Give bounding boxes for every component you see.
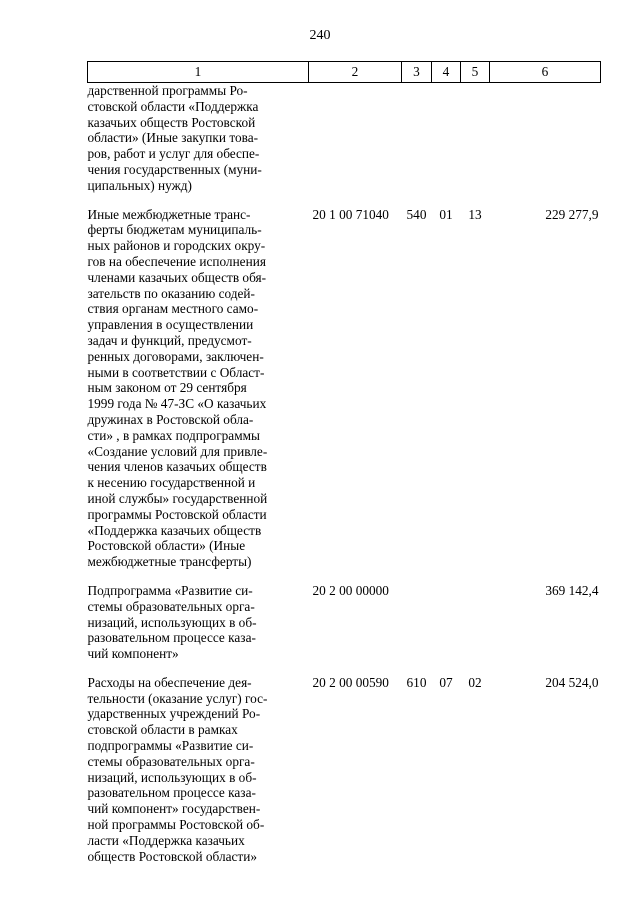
description-line: стемы образовательных орга- bbox=[87, 598, 255, 614]
column-header-6: 6 bbox=[490, 62, 601, 83]
description-line: Подпрограмма «Развитие си- bbox=[87, 582, 253, 598]
description-line: 1999 года № 47-ЗС «О казачьих bbox=[87, 396, 267, 412]
description-line: ударственных учреждений Ро- bbox=[87, 706, 261, 722]
description-line: программы Ростовской области bbox=[87, 506, 267, 522]
description-line: иной службы» государственной bbox=[87, 490, 268, 506]
row-spacer bbox=[88, 570, 601, 583]
description-line: дарственной программы Ро- bbox=[87, 83, 248, 98]
subsection-code: 02 bbox=[468, 674, 482, 690]
description-line: ласти «Поддержка казачьих bbox=[87, 832, 245, 848]
column-header-1: 1 bbox=[88, 62, 309, 83]
description-line: чения государственных (муни- bbox=[87, 161, 262, 177]
subsection-code bbox=[461, 83, 490, 194]
description-line: членами казачьих обществ обя- bbox=[87, 269, 267, 285]
description-line: ными в соответствии с Област- bbox=[87, 364, 265, 380]
description-line: ствия органам местного само- bbox=[87, 301, 259, 317]
description-line: казачьих обществ Ростовской bbox=[87, 114, 256, 130]
section-code: 07 bbox=[439, 674, 453, 690]
description-line: сти» , в рамках подпрограммы bbox=[87, 427, 260, 443]
amount-value: 229 277,9 bbox=[545, 206, 599, 222]
column-header-2: 2 bbox=[309, 62, 402, 83]
column-header-3: 3 bbox=[402, 62, 432, 83]
subsection-code: 13 bbox=[468, 206, 482, 222]
row-spacer bbox=[88, 662, 601, 675]
row-description bbox=[88, 83, 309, 194]
subsection-code bbox=[461, 583, 490, 662]
column-header-4: 4 bbox=[432, 62, 461, 83]
target-article-code bbox=[309, 83, 402, 194]
description-line: «Создание условий для привле- bbox=[87, 443, 268, 459]
description-line: Ростовской области» (Иные bbox=[87, 538, 246, 554]
page-number: 240 bbox=[309, 28, 331, 43]
target-article-code: 20 1 00 71040 bbox=[312, 206, 389, 222]
description-line: управления в осуществлении bbox=[87, 317, 254, 333]
description-line: ным законом от 29 сентября bbox=[87, 380, 247, 396]
description-line: низаций, использующих в об- bbox=[87, 769, 257, 785]
description-line: ферты бюджетам муниципаль- bbox=[87, 222, 262, 238]
description-line: разовательном процессе каза- bbox=[87, 630, 256, 646]
table-row bbox=[88, 675, 601, 865]
description-line: тельности (оказание услуг) гос- bbox=[87, 690, 268, 706]
description-line: стовской области в рамках bbox=[87, 722, 238, 738]
target-article-code: 20 2 00 00590 bbox=[312, 674, 389, 690]
description-line: Иные межбюджетные транс- bbox=[87, 206, 251, 222]
expense-type-code: 610 bbox=[406, 674, 427, 690]
row-description bbox=[88, 675, 309, 865]
description-line: Расходы на обеспечение дея- bbox=[87, 674, 252, 690]
budget-table bbox=[87, 61, 601, 864]
table-row bbox=[88, 83, 601, 194]
amount-value bbox=[490, 83, 601, 194]
section-code bbox=[432, 583, 461, 662]
target-article-code: 20 2 00 00000 bbox=[312, 582, 389, 598]
description-line: стемы образовательных орга- bbox=[87, 753, 255, 769]
table-body bbox=[88, 83, 601, 865]
description-line: области» (Иные закупки това- bbox=[87, 130, 259, 146]
description-line: ципальных) нужд) bbox=[87, 177, 192, 193]
table-row bbox=[88, 207, 601, 570]
description-line: чий компонент» государствен- bbox=[87, 801, 261, 817]
description-line: межбюджетные трансферты) bbox=[87, 554, 252, 570]
section-code: 01 bbox=[439, 206, 453, 222]
table-row bbox=[88, 583, 601, 662]
description-line: чения членов казачьих обществ bbox=[87, 459, 267, 475]
description-line: к несению государственной и bbox=[87, 475, 256, 491]
column-header-5: 5 bbox=[461, 62, 490, 83]
description-line: чий компонент» bbox=[87, 646, 179, 662]
description-line: «Поддержка казачьих обществ bbox=[87, 522, 262, 538]
description-line: обществ Ростовской области» bbox=[87, 848, 258, 864]
description-line: ных районов и городских окру- bbox=[87, 238, 266, 254]
row-description bbox=[88, 583, 309, 662]
description-line: стовской области «Поддержка bbox=[87, 98, 259, 114]
amount-value: 369 142,4 bbox=[545, 582, 599, 598]
description-line: подпрограммы «Развитие си- bbox=[87, 738, 254, 754]
expense-type-code bbox=[402, 583, 432, 662]
description-line: задач и функций, предусмот- bbox=[87, 332, 252, 348]
description-line: ренных договорами, заключен- bbox=[87, 348, 264, 364]
row-description bbox=[88, 207, 309, 570]
description-line: низаций, использующих в об- bbox=[87, 614, 257, 630]
row-spacer bbox=[88, 194, 601, 207]
amount-value: 204 524,0 bbox=[545, 674, 599, 690]
table-header-row bbox=[88, 62, 601, 83]
description-line: зательств по оказанию содей- bbox=[87, 285, 255, 301]
description-line: дружинах в Ростовской обла- bbox=[87, 411, 254, 427]
description-line: гов на обеспечение исполнения bbox=[87, 253, 266, 269]
description-line: ров, работ и услуг для обеспе- bbox=[87, 146, 260, 162]
description-line: ной программы Ростовской об- bbox=[87, 817, 265, 833]
expense-type-code: 540 bbox=[406, 206, 427, 222]
description-line: разовательном процессе каза- bbox=[87, 785, 256, 801]
section-code bbox=[432, 83, 461, 194]
expense-type-code bbox=[402, 83, 432, 194]
